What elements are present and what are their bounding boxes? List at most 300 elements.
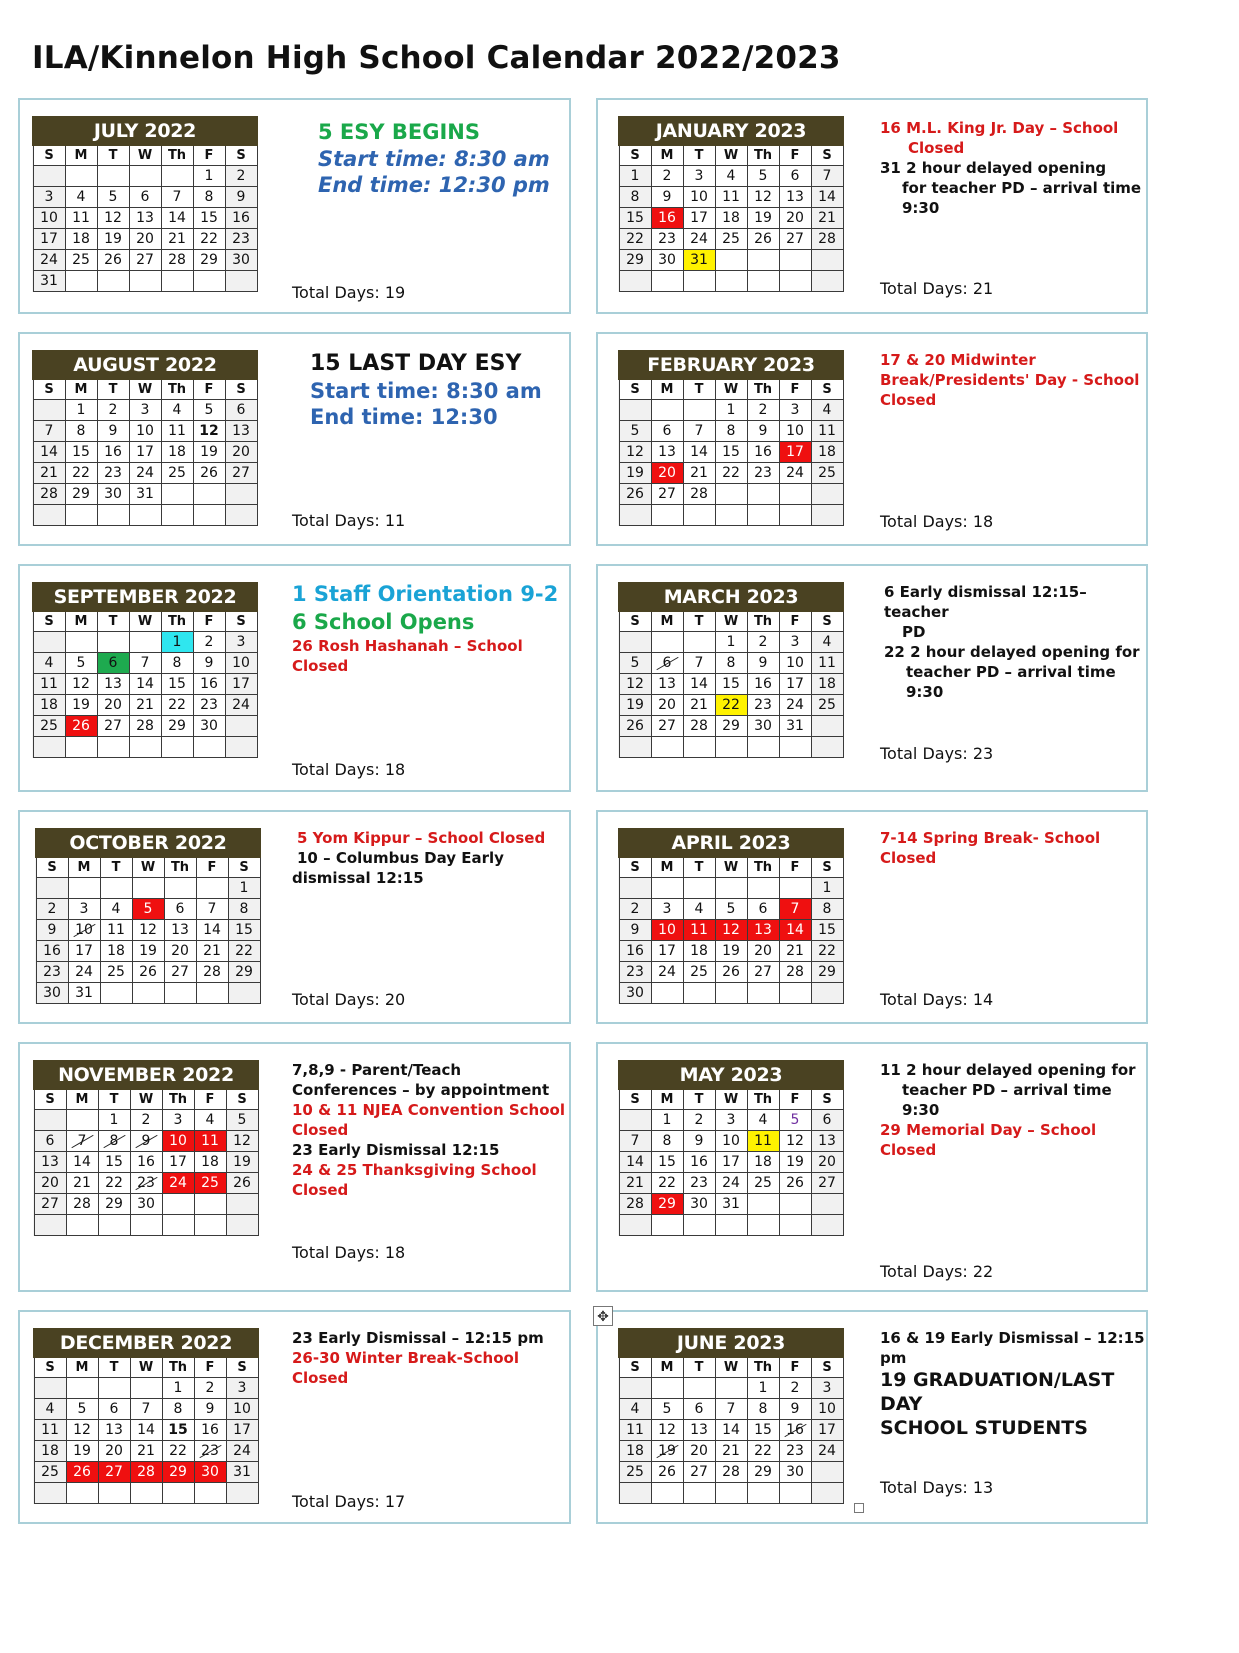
day-cell: 23	[193, 695, 225, 716]
empty-cell	[66, 1110, 98, 1131]
note-line: 26-30 Winter Break-School	[292, 1349, 519, 1367]
note-line: 9:30	[906, 683, 944, 701]
day-cell: 21	[811, 208, 843, 229]
day-cell: 19	[715, 941, 747, 962]
day-cell: 12	[66, 1420, 98, 1441]
weekday-header: S	[33, 611, 65, 632]
day-cell: 7	[779, 899, 811, 920]
day-cell: 17	[68, 941, 100, 962]
weekday-header: M	[65, 379, 97, 400]
empty-cell	[129, 632, 161, 653]
weekday-header: T	[100, 857, 132, 878]
day-cell: 25	[715, 229, 747, 250]
note-line: 7,8,9 - Parent/Teach	[292, 1061, 462, 1079]
note-line: Break/Presidents' Day - School	[880, 371, 1140, 389]
weekday-header: M	[66, 1089, 98, 1110]
empty-cell	[161, 271, 193, 292]
day-cell: 9	[747, 421, 779, 442]
day-cell: 22	[161, 695, 193, 716]
day-cell: 11	[33, 674, 65, 695]
day-cell: 26	[132, 962, 164, 983]
day-cell: 10	[225, 653, 257, 674]
total-days: Total Days: 20	[292, 990, 406, 1009]
weekday-header: S	[619, 1357, 651, 1378]
day-cell: 16	[619, 941, 651, 962]
weekday-header: T	[97, 379, 129, 400]
empty-cell	[683, 983, 715, 1004]
empty-cell	[33, 737, 65, 758]
empty-cell	[811, 1194, 843, 1215]
day-cell: 30	[225, 250, 257, 271]
day-cell: 24	[225, 695, 257, 716]
day-cell: 12	[226, 1131, 258, 1152]
day-cell: 12	[715, 920, 747, 941]
empty-cell	[715, 1215, 747, 1236]
day-cell: 8	[811, 899, 843, 920]
day-cell: 8	[715, 653, 747, 674]
day-cell: 29	[619, 250, 651, 271]
weekday-header: M	[651, 145, 683, 166]
day-cell: 10	[715, 1131, 747, 1152]
day-cell: 4	[33, 653, 65, 674]
month-notes	[884, 582, 1146, 702]
month-notes	[880, 828, 1100, 868]
month-box-january	[596, 98, 1148, 314]
empty-cell	[226, 1194, 258, 1215]
day-cell: 31	[779, 716, 811, 737]
empty-cell	[194, 1215, 226, 1236]
total-days: Total Days: 17	[292, 1492, 406, 1511]
day-cell: 23	[619, 962, 651, 983]
day-cell: 5	[619, 653, 651, 674]
day-cell: 8	[193, 187, 225, 208]
day-cell: 24	[33, 250, 65, 271]
empty-cell	[228, 983, 260, 1004]
day-cell: 9	[619, 920, 651, 941]
day-cell: 27	[97, 716, 129, 737]
day-cell: 29	[98, 1194, 130, 1215]
total-days: Total Days: 21	[880, 279, 994, 298]
empty-cell	[225, 271, 257, 292]
month-notes	[880, 1328, 1146, 1440]
day-cell: 12	[97, 208, 129, 229]
empty-cell	[129, 737, 161, 758]
day-cell: 1	[747, 1378, 779, 1399]
day-cell: 4	[619, 1399, 651, 1420]
day-cell: 3	[779, 632, 811, 653]
day-cell: 26	[97, 250, 129, 271]
day-cell: 9	[130, 1131, 162, 1152]
empty-cell	[715, 1378, 747, 1399]
note-line: 10 – Columbus Day Early	[297, 849, 504, 867]
weekday-header: F	[193, 611, 225, 632]
day-cell: 11	[65, 208, 97, 229]
day-cell: 18	[100, 941, 132, 962]
day-cell: 13	[98, 1420, 130, 1441]
day-cell: 10	[162, 1131, 194, 1152]
empty-cell	[651, 983, 683, 1004]
calendar-grid	[618, 116, 844, 292]
empty-cell	[33, 632, 65, 653]
day-cell: 19	[97, 229, 129, 250]
empty-cell	[194, 1194, 226, 1215]
day-cell: 10	[226, 1399, 258, 1420]
weekday-header: F	[779, 145, 811, 166]
note-line: Start time: 8:30 am	[318, 147, 550, 171]
weekday-header: Th	[164, 857, 196, 878]
empty-cell	[811, 505, 843, 526]
calendar-grid	[618, 350, 844, 526]
day-cell: 21	[129, 695, 161, 716]
day-cell: 3	[715, 1110, 747, 1131]
day-cell: 15	[715, 674, 747, 695]
empty-cell	[65, 166, 97, 187]
empty-cell	[715, 1483, 747, 1504]
empty-cell	[97, 166, 129, 187]
weekday-header: S	[226, 1357, 258, 1378]
weekday-header: T	[98, 1357, 130, 1378]
page-title: ILA/Kinnelon High School Calendar 2022/2023	[32, 40, 841, 76]
weekday-header: T	[98, 1089, 130, 1110]
empty-cell	[98, 1215, 130, 1236]
day-cell: 11	[811, 421, 843, 442]
empty-cell	[715, 878, 747, 899]
day-cell: 15	[651, 1152, 683, 1173]
day-cell: 20	[683, 1441, 715, 1462]
day-cell: 28	[130, 1462, 162, 1483]
day-cell: 16	[779, 1420, 811, 1441]
day-cell: 9	[193, 653, 225, 674]
empty-cell	[225, 484, 257, 505]
day-cell: 6	[651, 653, 683, 674]
day-cell: 12	[65, 674, 97, 695]
day-cell: 18	[194, 1152, 226, 1173]
day-cell: 4	[683, 899, 715, 920]
empty-cell	[164, 878, 196, 899]
weekday-header: S	[619, 611, 651, 632]
note-line: 19 GRADUATION/LAST DAY	[880, 1369, 1115, 1415]
note-line: 17 & 20 Midwinter	[880, 351, 1036, 369]
day-cell: 14	[811, 187, 843, 208]
empty-cell	[779, 505, 811, 526]
month-box-july	[18, 98, 571, 314]
empty-cell	[747, 1194, 779, 1215]
empty-cell	[65, 737, 97, 758]
empty-cell	[619, 1215, 651, 1236]
note-line: Start time: 8:30 am	[310, 379, 542, 403]
empty-cell	[65, 632, 97, 653]
day-cell: 9	[225, 187, 257, 208]
weekday-header: F	[779, 611, 811, 632]
day-cell: 17	[811, 1420, 843, 1441]
weekday-header: S	[811, 379, 843, 400]
empty-cell	[619, 271, 651, 292]
total-days: Total Days: 22	[880, 1262, 994, 1281]
month-box-may	[596, 1042, 1148, 1292]
weekday-header: F	[193, 379, 225, 400]
empty-cell	[715, 505, 747, 526]
weekday-header: W	[715, 611, 747, 632]
empty-cell	[132, 983, 164, 1004]
total-days: Total Days: 11	[292, 511, 406, 530]
note-line: Closed	[880, 1141, 937, 1159]
empty-cell	[683, 878, 715, 899]
note-line: for teacher PD – arrival time	[902, 179, 1142, 197]
empty-cell	[683, 1215, 715, 1236]
day-cell: 8	[715, 421, 747, 442]
month-box-november	[18, 1042, 571, 1292]
day-cell: 6	[34, 1131, 66, 1152]
weekday-header: F	[779, 1089, 811, 1110]
day-cell: 13	[747, 920, 779, 941]
day-cell: 11	[34, 1420, 66, 1441]
empty-cell	[683, 632, 715, 653]
note-line: 6 Early dismissal 12:15– teacher	[884, 583, 1087, 621]
empty-cell	[747, 737, 779, 758]
day-cell: 22	[651, 1173, 683, 1194]
day-cell: 2	[683, 1110, 715, 1131]
day-cell: 28	[129, 716, 161, 737]
total-days: Total Days: 13	[880, 1478, 994, 1497]
empty-cell	[130, 1215, 162, 1236]
day-cell: 31	[683, 250, 715, 271]
day-cell: 6	[811, 1110, 843, 1131]
day-cell: 29	[228, 962, 260, 983]
empty-cell	[651, 878, 683, 899]
note-line: Conferences – by appointment	[292, 1081, 550, 1099]
day-cell: 5	[97, 187, 129, 208]
day-cell: 21	[779, 941, 811, 962]
empty-cell	[811, 716, 843, 737]
note-line: 16 M.L. King Jr. Day – School	[880, 119, 1119, 137]
day-cell: 5	[779, 1110, 811, 1131]
empty-cell	[619, 1110, 651, 1131]
day-cell: 27	[98, 1462, 130, 1483]
month-title: SEPTEMBER 2022	[33, 583, 257, 611]
day-cell: 11	[747, 1131, 779, 1152]
calendar-grid	[33, 1060, 259, 1236]
note-line: teacher PD – arrival time	[906, 663, 1116, 681]
day-cell: 8	[619, 187, 651, 208]
day-cell: 12	[193, 421, 225, 442]
day-cell: 2	[619, 899, 651, 920]
empty-cell	[33, 505, 65, 526]
note-line: 15 LAST DAY ESY	[310, 351, 522, 376]
note-line: teacher PD – arrival time	[902, 1081, 1112, 1099]
day-cell: 26	[65, 716, 97, 737]
empty-cell	[162, 1215, 194, 1236]
day-cell: 13	[651, 674, 683, 695]
day-cell: 23	[194, 1441, 226, 1462]
day-cell: 20	[811, 1152, 843, 1173]
day-cell: 14	[683, 674, 715, 695]
day-cell: 29	[811, 962, 843, 983]
empty-cell	[66, 1378, 98, 1399]
weekday-header: S	[811, 611, 843, 632]
empty-cell	[683, 1378, 715, 1399]
note-line: Closed	[292, 1121, 349, 1139]
calendar-grid	[32, 350, 258, 526]
weekday-header: F	[194, 1089, 226, 1110]
day-cell: 19	[619, 695, 651, 716]
day-cell: 30	[619, 983, 651, 1004]
day-cell: 16	[225, 208, 257, 229]
empty-cell	[68, 878, 100, 899]
note-line: pm	[880, 1349, 907, 1367]
day-cell: 20	[779, 208, 811, 229]
day-cell: 11	[715, 187, 747, 208]
day-cell: 2	[747, 400, 779, 421]
weekday-header: S	[228, 857, 260, 878]
day-cell: 14	[33, 442, 65, 463]
month-box-october	[18, 810, 571, 1024]
day-cell: 2	[779, 1378, 811, 1399]
day-cell: 8	[162, 1399, 194, 1420]
empty-cell	[161, 484, 193, 505]
day-cell: 14	[715, 1420, 747, 1441]
day-cell: 16	[36, 941, 68, 962]
day-cell: 17	[162, 1152, 194, 1173]
day-cell: 21	[683, 463, 715, 484]
day-cell: 24	[129, 463, 161, 484]
month-title: MARCH 2023	[619, 583, 843, 611]
empty-cell	[619, 400, 651, 421]
day-cell: 18	[619, 1441, 651, 1462]
day-cell: 16	[193, 674, 225, 695]
weekday-header: W	[130, 1357, 162, 1378]
weekday-header: Th	[747, 857, 779, 878]
empty-cell	[651, 1215, 683, 1236]
total-days: Total Days: 14	[880, 990, 994, 1009]
day-cell: 2	[225, 166, 257, 187]
day-cell: 30	[683, 1194, 715, 1215]
empty-cell	[651, 632, 683, 653]
day-cell: 20	[651, 463, 683, 484]
day-cell: 5	[715, 899, 747, 920]
day-cell: 25	[619, 1462, 651, 1483]
day-cell: 5	[65, 653, 97, 674]
weekday-header: T	[683, 379, 715, 400]
empty-cell	[811, 737, 843, 758]
day-cell: 16	[97, 442, 129, 463]
day-cell: 17	[33, 229, 65, 250]
day-cell: 25	[100, 962, 132, 983]
day-cell: 15	[65, 442, 97, 463]
empty-cell	[193, 505, 225, 526]
day-cell: 22	[619, 229, 651, 250]
day-cell: 11	[619, 1420, 651, 1441]
day-cell: 18	[683, 941, 715, 962]
day-cell: 2	[193, 632, 225, 653]
month-notes	[318, 118, 550, 198]
day-cell: 19	[619, 463, 651, 484]
day-cell: 30	[36, 983, 68, 1004]
day-cell: 6	[225, 400, 257, 421]
day-cell: 21	[683, 695, 715, 716]
month-notes	[880, 1060, 1136, 1160]
empty-cell	[97, 505, 129, 526]
empty-cell	[747, 878, 779, 899]
day-cell: 12	[651, 1420, 683, 1441]
day-cell: 19	[66, 1441, 98, 1462]
note-line: 9:30	[902, 199, 940, 217]
calendar-grid	[618, 1060, 844, 1236]
month-notes	[292, 1060, 565, 1200]
day-cell: 7	[196, 899, 228, 920]
empty-cell	[811, 271, 843, 292]
empty-cell	[779, 271, 811, 292]
empty-cell	[747, 484, 779, 505]
empty-cell	[34, 1110, 66, 1131]
day-cell: 5	[193, 400, 225, 421]
day-cell: 24	[162, 1173, 194, 1194]
empty-cell	[747, 1483, 779, 1504]
day-cell: 30	[747, 716, 779, 737]
day-cell: 28	[196, 962, 228, 983]
day-cell: 7	[683, 421, 715, 442]
empty-cell	[132, 878, 164, 899]
day-cell: 1	[193, 166, 225, 187]
day-cell: 21	[33, 463, 65, 484]
day-cell: 7	[33, 421, 65, 442]
table-move-handle-icon[interactable]: ✥	[593, 1306, 613, 1326]
day-cell: 18	[715, 208, 747, 229]
note-line: dismissal 12:15	[292, 869, 424, 887]
empty-cell	[779, 983, 811, 1004]
table-resize-handle-icon[interactable]	[854, 1503, 864, 1513]
day-cell: 25	[683, 962, 715, 983]
day-cell: 26	[619, 484, 651, 505]
empty-cell	[811, 1483, 843, 1504]
empty-cell	[97, 271, 129, 292]
empty-cell	[715, 983, 747, 1004]
day-cell: 16	[747, 442, 779, 463]
note-line: 16 & 19 Early Dismissal – 12:15	[880, 1329, 1145, 1347]
day-cell: 24	[226, 1441, 258, 1462]
month-notes	[880, 118, 1141, 218]
weekday-header: W	[715, 1357, 747, 1378]
day-cell: 17	[779, 442, 811, 463]
weekday-header: S	[619, 1089, 651, 1110]
weekday-header: S	[619, 145, 651, 166]
day-cell: 22	[747, 1441, 779, 1462]
day-cell: 26	[66, 1462, 98, 1483]
day-cell: 26	[779, 1173, 811, 1194]
day-cell: 29	[162, 1462, 194, 1483]
empty-cell	[651, 737, 683, 758]
empty-cell	[226, 1215, 258, 1236]
empty-cell	[34, 1378, 66, 1399]
empty-cell	[715, 271, 747, 292]
day-cell: 22	[65, 463, 97, 484]
empty-cell	[65, 505, 97, 526]
day-cell: 24	[68, 962, 100, 983]
empty-cell	[129, 271, 161, 292]
weekday-header: S	[225, 145, 257, 166]
note-line: Closed	[880, 391, 937, 409]
day-cell: 14	[66, 1152, 98, 1173]
day-cell: 27	[651, 716, 683, 737]
day-cell: 1	[651, 1110, 683, 1131]
day-cell: 31	[68, 983, 100, 1004]
weekday-header: M	[651, 1357, 683, 1378]
calendar-grid	[618, 1328, 844, 1504]
month-box-june	[596, 1310, 1148, 1524]
weekday-header: F	[779, 1357, 811, 1378]
day-cell: 18	[34, 1441, 66, 1462]
month-box-february	[596, 332, 1148, 546]
day-cell: 10	[779, 421, 811, 442]
